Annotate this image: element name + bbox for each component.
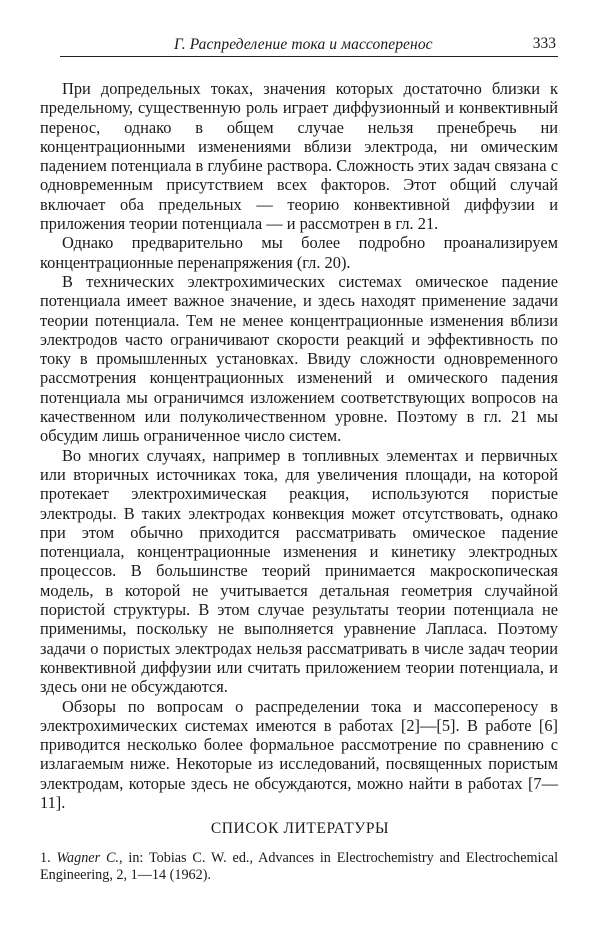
paragraph: При допредельных токах, значения которых достаточно близки к предельному, существенную роль играет диффузионный и конвективный перенос, однако в общем случае нельзя пренебречь ни концентрационными изменениями вблизи электрода, ни омическим падением потенциала в глубине раствора. Сложность этих задач связана с одновременным присутствием всех факторов. Этот общий случай включает оба предельных — теорию конвективной диффузии и приложения теории потенциала — и рассмотрен в гл. 21.: [40, 79, 558, 234]
references-heading: СПИСОК ЛИТЕРАТУРЫ: [210, 820, 390, 837]
page-number: 333: [532, 35, 556, 52]
reference-text: , in: Tobias C. W. ed., Advances in Electrochemistry and Electrochemical Engineering, 2, 1—14 (1962).: [40, 850, 559, 883]
main-text: [40, 79, 558, 812]
reference-number: 1.: [40, 850, 51, 866]
running-header-title: Г. Распределение тока и массоперенос: [174, 36, 433, 53]
reference-item: [40, 850, 558, 884]
running-header: [60, 30, 558, 57]
paragraph: Однако предварительно мы более подробно проанализируем концентрационные перенапряжения (гл. 20).: [40, 233, 558, 272]
paragraph: Во многих случаях, например в топливных элементах и первичных или вторичных источниках тока, для увеличения площади, на которой протекает электрохимическая реакция, используются пористые электроды. В таких электродах конвекция может отсутствовать, однако при этом обычно приходится рассматривать омическое падение потенциала, концентрационные изменения и кинетику электродных процессов. В большинстве теорий принимается макроскопическая модель, в которой не учитывается детальная геометрия случайной пористой структуры. В этом случае результаты теории потенциала не применимы, поскольку не выполняется уравнение Лапласа. Поэтому задачи о пористых электродах нельзя рассматривать в числе задач теории конвективной диффузии или считать приложением теории потенциала, и здесь они не обсуждаются.: [40, 445, 558, 697]
paragraph: Обзоры по вопросам о распределении тока и массопереносу в электрохимических системах имеются в работах [2]—[5]. В работе [6] приводится несколько более формальное рассмотрение по сравнению с излагаемым ниже. Некоторые из исследований, посвященных пористым электродам, которые здесь не обсуждаются, можно найти в работах [7—11].: [40, 696, 558, 812]
paragraph: В технических электрохимических системах омическое падение потенциала имеет важное значение, и здесь находят применение задачи теории потенциала. Тем не менее концентрационные изменения вблизи электродов часто ограничивают скорости реакций и эффективность по току в промышленных установках. Ввиду сложности одновременного рассмотрения концентрационных изменений и омического падения потенциала мы ограничимся изложением соответствующих вопросов на качественном или полуколичественном уровне. Поэтому в гл. 21 мы обсудим лишь ограниченное число систем.: [40, 271, 558, 446]
reference-author: Wagner C.: [56, 850, 119, 866]
